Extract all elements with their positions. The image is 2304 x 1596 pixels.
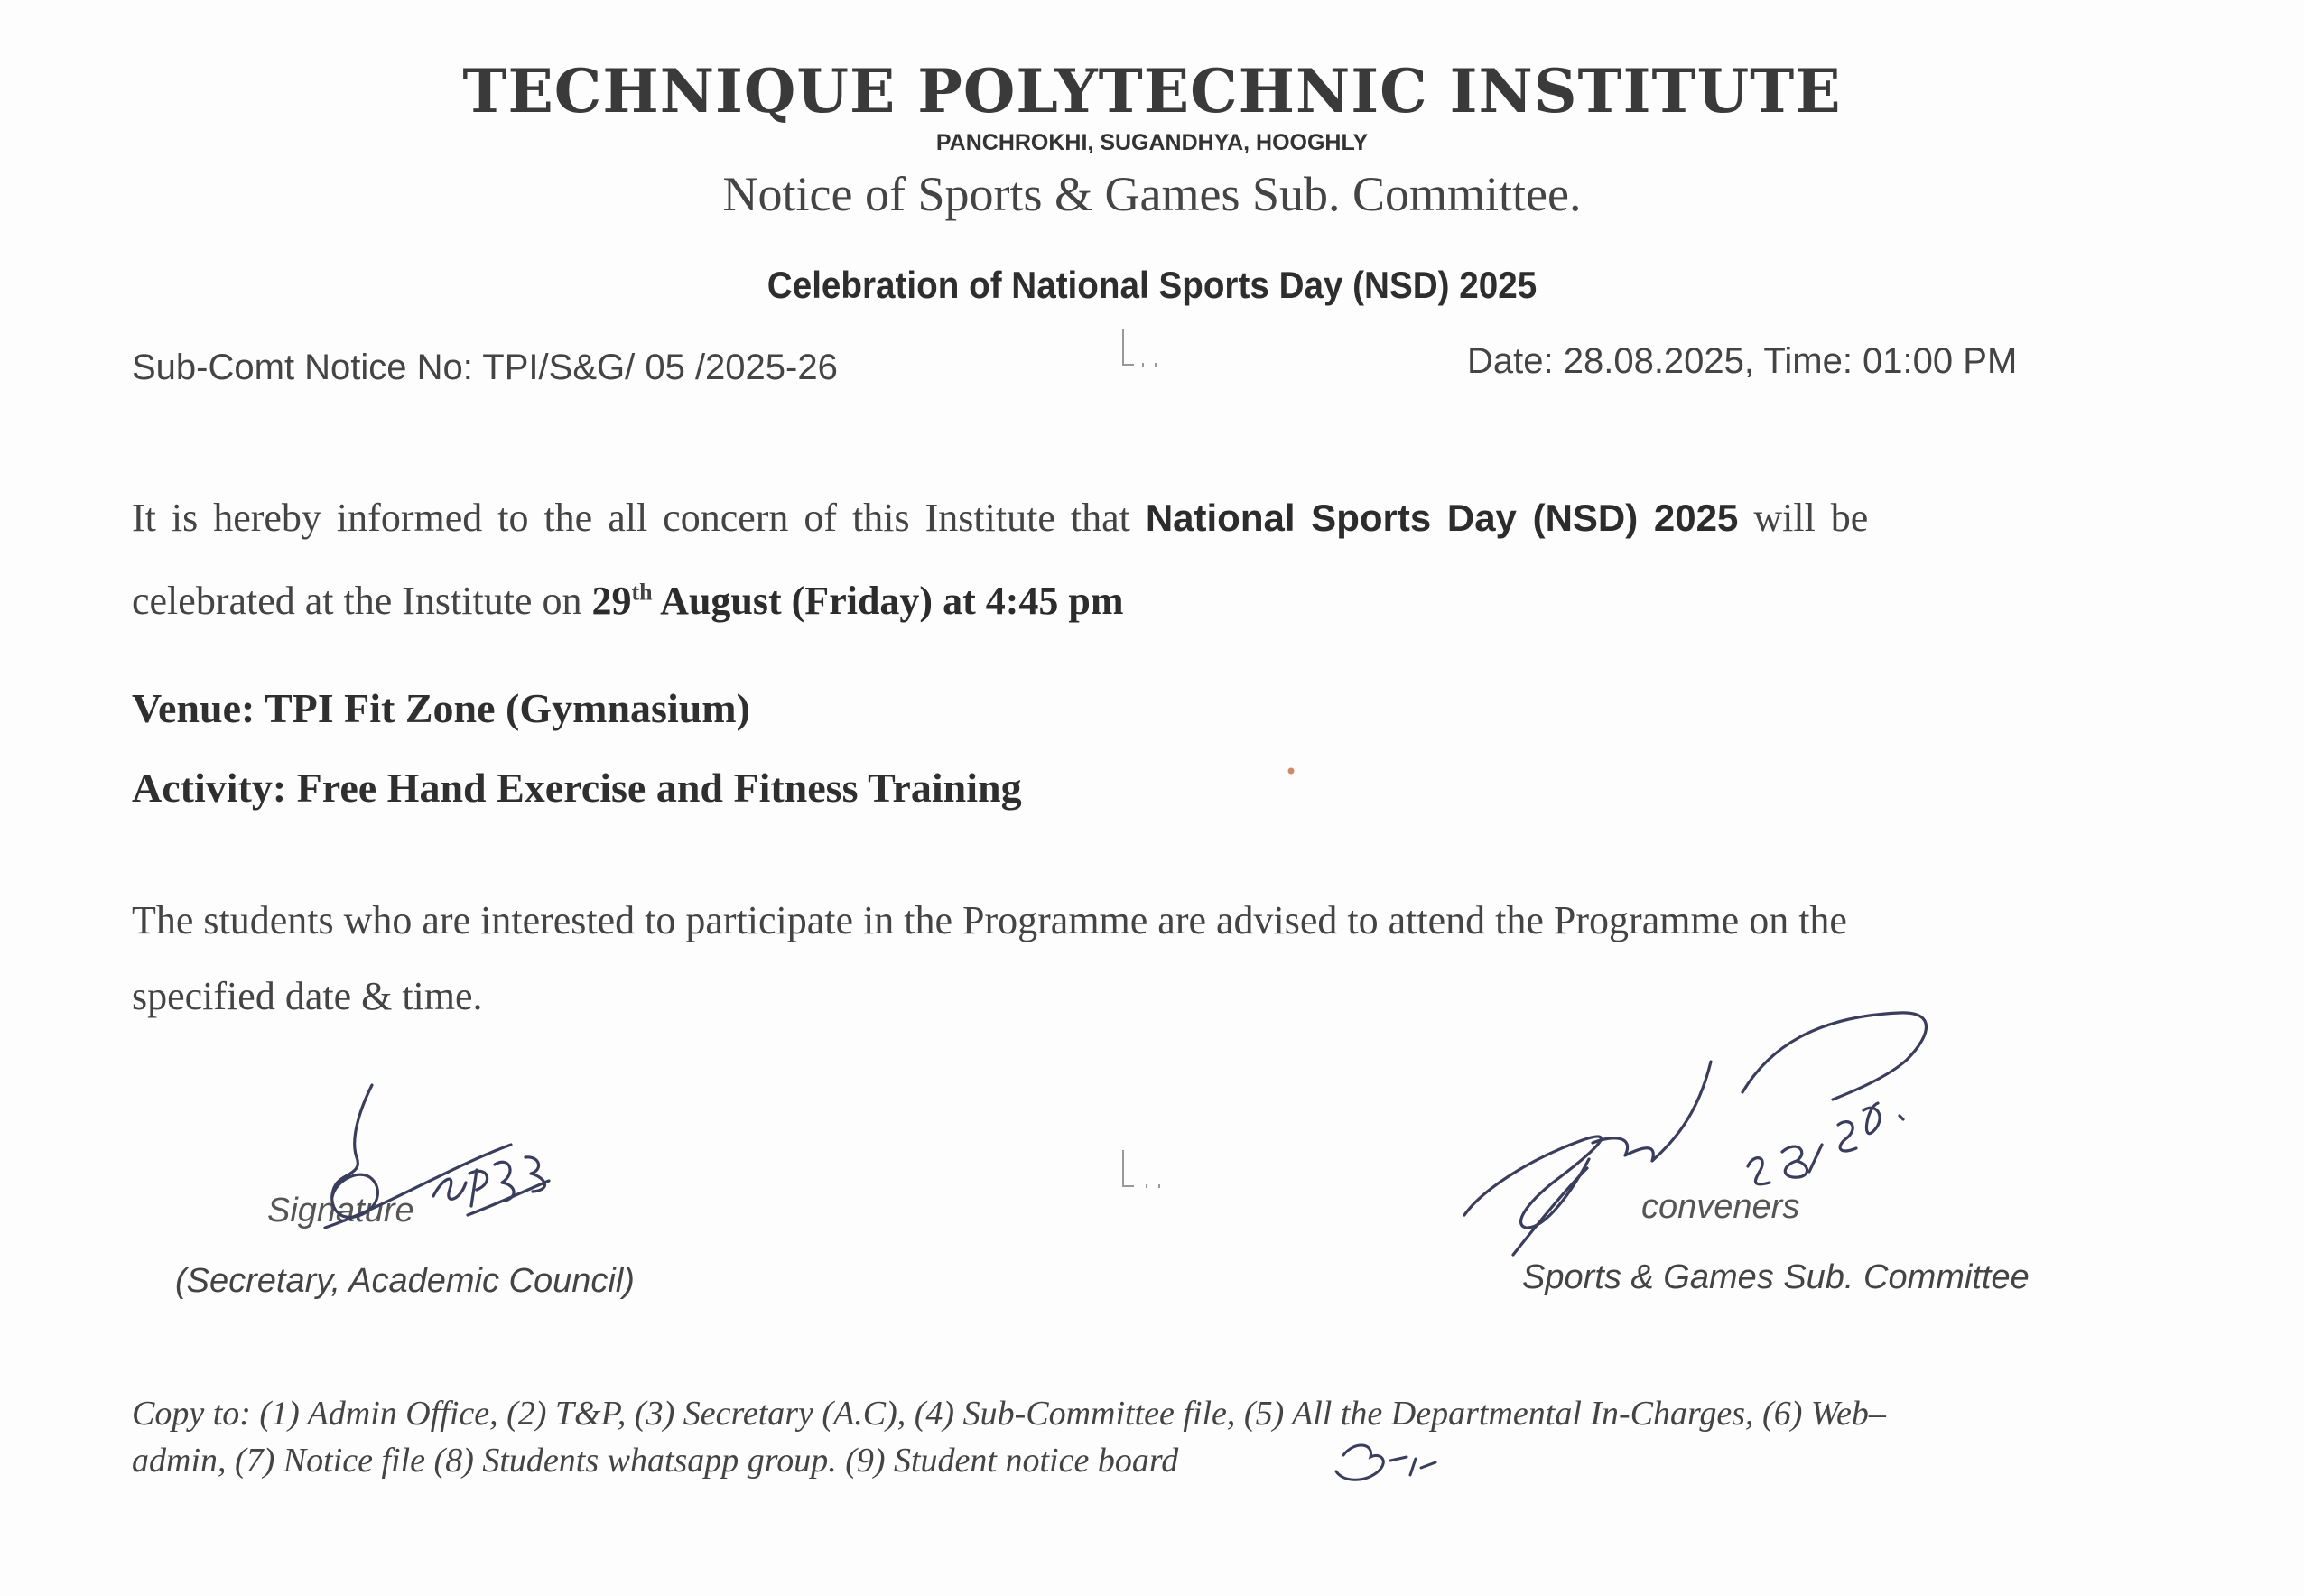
- secretary-role: (Secretary, Academic Council): [175, 1262, 635, 1300]
- event-day: 29: [591, 579, 632, 623]
- institute-address: PANCHROKHI, SUGANDHYA, HOOGHLY: [935, 130, 1369, 155]
- notice-number: Sub-Comt Notice No: TPI/S&G/ 05 /2025-26: [132, 348, 838, 387]
- conveners-label: conveners: [1641, 1188, 1800, 1226]
- signature-label: Signature: [267, 1192, 414, 1229]
- event-day-suffix: th: [631, 579, 653, 606]
- committee-role: Sports & Games Sub. Committee: [1522, 1258, 2030, 1296]
- announcement-tail: will be: [1738, 496, 1869, 540]
- activity: Activity: Free Hand Exercise and Fitness Training: [132, 765, 1022, 811]
- announcement-lead: It is hereby informed to the all concern of this Institute that: [132, 496, 1146, 540]
- celebration-lead: celebrated at the Institute on: [132, 579, 592, 623]
- celebration-title: Celebration of National Sports Day (NSD) 2025: [766, 264, 1538, 306]
- students-advice-line-1: The students who are interested to participate in the Programme are advised to attend the Programme on the: [132, 898, 1847, 942]
- institute-name: TECHNIQUE POLYTECHNIC INSTITUTE: [462, 56, 1842, 126]
- notice-title: Notice of Sports & Games Sub. Committee.: [722, 167, 1582, 221]
- students-advice-line-2: specified date & time.: [132, 974, 483, 1018]
- event-date-time: August (Friday) at 4:45 pm: [652, 579, 1124, 623]
- event-name: National Sports Day (NSD) 2025: [1145, 496, 1739, 539]
- venue: Venue: TPI Fit Zone (Gymnasium): [132, 685, 750, 731]
- copy-to-line-1: Copy to: (1) Admin Office, (2) T&P, (3) Secretary (A.C), (4) Sub-Committee file, (5) All the Departmental In-Charges, (6) Web–: [132, 1395, 1886, 1433]
- copy-to-line-2: admin, (7) Notice file (8) Students whatsapp group. (9) Student notice board: [132, 1442, 1179, 1480]
- notice-date-time: Date: 28.08.2025, Time: 01:00 PM: [1467, 341, 2018, 381]
